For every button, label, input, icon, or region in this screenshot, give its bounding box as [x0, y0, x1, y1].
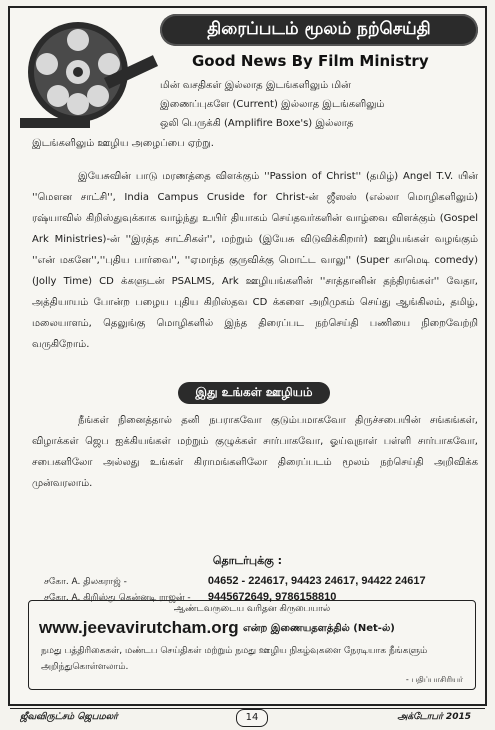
website-description: நமது பத்திரிகைகள், மண்டப செய்திகள் மற்றும் நமது ஊழிய நிகழ்வுகளை நேரடியாக நீங்களும் அறிந்துகொள்ளலாம்.: [41, 646, 428, 672]
contact-name: சகோ. A. திலகராஜ் -: [44, 577, 127, 587]
editor-signature: - பதிப்பாசிரியர்: [405, 675, 463, 684]
website-link[interactable]: www.jeevavirutcham.org: [39, 618, 239, 637]
intro-line: மின் வசதிகள் இல்லாத இடங்களிலும் மின்: [160, 80, 351, 91]
banner-title: திரைப்படம் மூலம் நற்செய்தி: [207, 19, 431, 39]
intro-line: ஒலி பெருக்கி (Amplifire Boxe's) இல்லாத: [160, 118, 354, 129]
page-frame: [8, 6, 487, 706]
intro-text: [160, 76, 478, 133]
paragraph-1: இயேசுவின் பாடு மரணத்தை விளக்கும் ''Passion of Christ'' (தமிழ்) Angel T.V. யின் ''மௌன சாட்சி'', India Campus Cruside for Christ-ன் ஜீஸஸ் (எல்லா மொழிகளிலும்) ரஷ்யாவில் கிறிஸ்துவுக்காக வாழ்ந்து உயிர் தியாகம் செய்தவர்களின் வாழ்வை விளக்கும் (Gospel Ark Ministries)-ன் ''இரத்த சாட்சிகள்'', மற்றும் (இயேசு விடுவிக்கிறார்) ஊழியங்கள் வழங்கும் ''என் மகனே'',''புதிய பார்வை'', ''ஏமாந்த குருவிக்கு மொட்ட வாலு'' (Super காமெடி comedy) (Jolly Time) CD க்களுடன் PSALMS, Ark ஊழியங்களின் ''சாத்தானின் தந்திரங்கள்'' வேதா, அத்தியாயம் போன்ற பழைய புதிய கிறிஸ்தவ CD க்களை அறிமுகம் செய்து ஆங்கிலம், தமிழ், மலையாளம், தெலுங்கு மொழிகளில் இந்த திரைப்பட நற்செய்தி பணியை நிறைவேற்றி வருகிறோம்.: [32, 171, 478, 350]
sub-banner: [178, 382, 330, 404]
contact-phones: 9445672649, 9786158810: [207, 591, 337, 603]
page-footer: [10, 708, 485, 727]
contact-row: [44, 574, 426, 588]
intro-line: இணைப்புகளே (Current) இல்லாத இடங்களிலும்: [160, 99, 385, 110]
sub-banner-title: இது உங்கள் ஊழியம்: [195, 385, 313, 399]
footer-magazine: ஜீவவிருட்சம் ஜெபமலர்: [20, 712, 118, 722]
page-number: 14: [236, 709, 268, 727]
film-reel-logo: [20, 16, 158, 131]
website-box: [28, 600, 476, 690]
english-title: Good News By Film Ministry: [192, 52, 429, 70]
contact-name: சகோ. A. கிறிஸ்து கென்னடி ராஜன் -: [44, 593, 191, 603]
website-intro: ஆண்டவருடைய வரிதன கிருபையால்: [173, 604, 331, 614]
footer-date: அக்டோபர் 2015: [397, 712, 471, 722]
paragraph-2: நீங்கள் நினைத்தால் தனி நபராகவோ குடும்பமாகவோ திருச்சபையின் சங்கங்கள், விழாக்கள் ஜெப ஐக்கியங்கள் மற்றும் குழுக்கள் சார்பாகவோ, ஓய்வுநாள் பள்ளி சார்பாகவோ, சபைகளிலோ அல்லது உங்கள் கிராமங்களிலோ திரைப்படம் மூலம் நற்செய்தி அறிவிக்க முன்வரலாம்.: [32, 415, 478, 489]
header-banner: [160, 14, 478, 46]
contact-phones: 04652 - 224617, 94423 24617, 94422 24617: [207, 575, 426, 587]
contact-heading: தொடர்புக்கு :: [212, 554, 283, 567]
website-suffix: என்ற இணையதளத்தில் (Net-ல்): [243, 623, 395, 634]
intro-line: இடங்களிலும் ஊழிய அழைப்பை ஏற்று.: [32, 138, 214, 149]
